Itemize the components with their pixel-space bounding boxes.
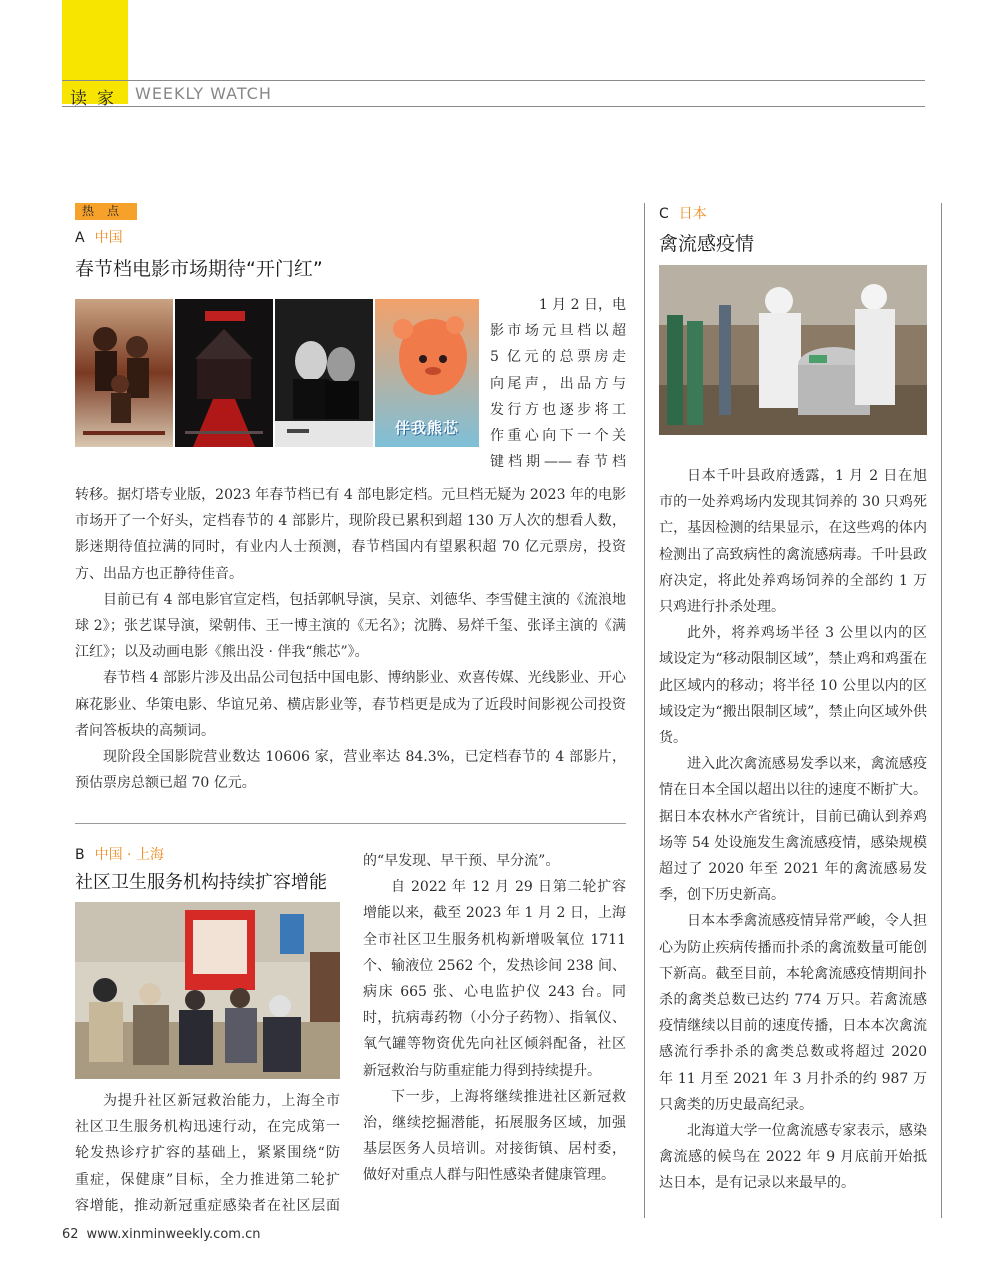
article-b-column-1 bbox=[75, 1088, 340, 1219]
article-c-paragraph: 日本千叶县政府透露，1 月 2 日在旭市的一处养鸡场内发现其饲养的 30 只鸡死亡，基因检测的结果显示，在这些鸡的体内检测出了高致病性的禽流感病毒。千叶县政府决定，将此处养鸡场饲养的全部约 1 万只鸡进行扑杀处理。 bbox=[659, 468, 927, 616]
article-b-region: 中国 · 上海 bbox=[94, 847, 164, 863]
article-a-intro bbox=[490, 292, 626, 475]
article-c-paragraph: 进入此次禽流感易发季以来，禽流感疫情在日本全国以超出以往的速度不断扩大。据日本农林水产省统计，目前已确认到养鸡场等 54 处设施发生禽流感疫情，感染规模超过了 2020 年至 2021 年的禽流感易发季，创下历史新高。 bbox=[659, 756, 927, 904]
poster-boonie-bears bbox=[375, 299, 479, 447]
intro-line: 作重心向下一个关 bbox=[490, 428, 626, 445]
article-b-line: 社区卫生服务机构迅速行动，在完成第一 bbox=[75, 1119, 340, 1136]
intro-line: 1 月 2 日，电 bbox=[538, 297, 626, 313]
article-a-paragraph: 转移。据灯塔专业版，2023 年春节档已有 4 部电影定档。元旦档无疑为 2023 年的电影市场开了一个好头，定档春节的 4 部影片，现阶段已累积到超 130 万人次的想看人数，影迷期待值拉满的同时，有业内人士预测，春节档国内有望累积超 70 亿元票房，投资方、出品方也正静待佳音。 bbox=[75, 487, 626, 582]
header-rule-bottom bbox=[62, 106, 925, 107]
poster-hidden-blade bbox=[275, 299, 373, 447]
article-a-paragraph: 目前已有 4 部电影官宣定档，包括郭帆导演，吴京、刘德华、李雪健主演的《流浪地球 2》；张艺谋导演，梁朝伟、王一博主演的《无名》；沈腾、易烊千玺、张译主演的《满江红》；以及动画电影《熊出没 · 伴我“熊芯”》。 bbox=[75, 591, 626, 661]
article-b-column-2 bbox=[363, 848, 626, 1189]
article-c-header bbox=[659, 203, 707, 223]
article-a-region: 中国 bbox=[94, 230, 123, 246]
article-b-letter: B bbox=[75, 847, 85, 863]
bird-flu-photo bbox=[659, 265, 927, 435]
movie-posters-image bbox=[75, 299, 479, 447]
page-footer bbox=[62, 1227, 260, 1242]
section-title: WEEKLY WATCH bbox=[135, 84, 272, 103]
site-url: www.xinminweekly.com.cn bbox=[86, 1227, 261, 1242]
section-label: 读家 bbox=[70, 89, 124, 109]
article-b-line: 容增能，推动新冠重症感染者在社区层面 bbox=[75, 1197, 340, 1214]
poster-full-river-red bbox=[175, 299, 273, 447]
article-a-body bbox=[75, 482, 626, 796]
article-c-body bbox=[659, 463, 927, 1197]
article-a-paragraph: 春节档 4 部影片涉及出品公司包括中国电影、博纳影业、欢喜传媒、光线影业、开心麻花影业、华策电影、华谊兄弟、横店影业等，春节档更是成为了近段时间影视公司投资者问答板块的高频词。 bbox=[75, 670, 626, 739]
article-c-letter: C bbox=[659, 206, 669, 222]
intro-line: 发行方也逐步将工 bbox=[490, 401, 626, 418]
article-c-paragraph: 此外，将养鸡场半径 3 公里以内的区域设定为“移动限制区域”，禁止鸡和鸡蛋在此区域内的移动；将半径 10 公里以内的区域设定为“搬出限制区域”，禁止向区域外供货。 bbox=[659, 625, 927, 747]
article-b-paragraph: 下一步，上海将继续推进社区新冠救治，继续挖掘潜能，拓展服务区域，加强基层医务人员培训。对接街镇、居村委，做好对重点人群与阳性感染者健康管理。 bbox=[363, 1088, 626, 1184]
article-c-paragraph: 日本本季禽流感疫情异常严峻，令人担心为防止疾病传播而扑杀的禽流数量可能创下新高。截至目前，本轮禽流感疫情期间扑杀的禽类总数已达约 774 万只。若禽流感疫情继续以目前的速度传播，日本本次禽流感流行季扑杀的禽类总数或将超过 2020 年 11 月至 2021 年 3 月扑杀的约 987 万只禽类的历史最高纪录。 bbox=[659, 913, 927, 1113]
article-b-header bbox=[75, 844, 164, 864]
poster-wandering-earth bbox=[75, 299, 173, 447]
header-rule-top bbox=[62, 80, 925, 81]
article-b-paragraph: 自 2022 年 12 月 29 日第二轮扩容增能以来，截至 2023 年 1 月 2 日，上海全市社区卫生服务机构新增吸氧位 1711 个、输液位 2562 个，发热诊间 238 间、病床 665 张、心电监护仪 243 台。同时，抗病毒药物（小分子药物）、指氧仪、氧气罐等物资优先向社区倾斜配备，社区新冠救治与防重症能力得到持续提升。 bbox=[363, 879, 626, 1079]
column-rule-right bbox=[941, 203, 942, 1218]
article-b-line: 轮发热诊疗扩容的基础上，紧紧围绕“防 bbox=[75, 1145, 340, 1162]
intro-line: 5 亿元的总票房走 bbox=[490, 349, 626, 366]
hot-badge: 热点 bbox=[75, 203, 137, 220]
article-a-header bbox=[75, 227, 123, 247]
column-rule-left bbox=[644, 203, 645, 1218]
page-number: 62 bbox=[62, 1227, 79, 1242]
intro-line: 向尾声，出品方与 bbox=[490, 375, 626, 392]
article-divider bbox=[75, 823, 626, 824]
article-a-headline: 春节档电影市场期待“开门红” bbox=[75, 258, 323, 280]
article-b-paragraph-tail: 的“早发现、早干预、早分流”。 bbox=[363, 853, 560, 869]
article-b-line: 为提升社区新冠救治能力，上海全市 bbox=[103, 1093, 340, 1109]
article-b-headline: 社区卫生服务机构持续扩容增能 bbox=[75, 872, 327, 893]
article-a-paragraph: 现阶段全国影院营业数达 10606 家，营业率达 84.3%，已定档春节的 4 部影片，预估票房总额已超 70 亿元。 bbox=[75, 749, 626, 792]
poster-caption: 伴我熊芯 bbox=[395, 419, 460, 437]
article-c-region: 日本 bbox=[678, 206, 707, 222]
article-c-paragraph: 北海道大学一位禽流感专家表示，感染禽流感的候鸟在 2022 年 9 月底前开始抵达日本，是有记录以来最早的。 bbox=[659, 1123, 927, 1192]
article-b-line: 重症，保健康”目标，全力推进第二轮扩 bbox=[75, 1171, 340, 1188]
intro-line: 影市场元旦档以超 bbox=[490, 323, 626, 340]
intro-line: 键档期——春节档 bbox=[490, 454, 626, 471]
article-c-headline: 禽流感疫情 bbox=[659, 233, 755, 255]
article-a-letter: A bbox=[75, 230, 85, 246]
clinic-photo bbox=[75, 902, 340, 1079]
